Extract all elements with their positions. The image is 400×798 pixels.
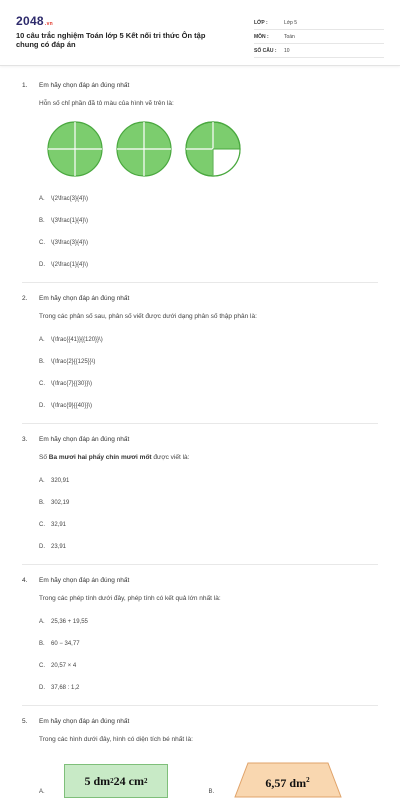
option-letter: B. bbox=[39, 359, 45, 365]
question-header bbox=[22, 716, 378, 726]
answer-options bbox=[39, 188, 378, 276]
option-letter: B. bbox=[208, 789, 215, 795]
option-b[interactable] bbox=[39, 492, 210, 514]
option-text: \(\frac{9}{{40}}\) bbox=[51, 403, 93, 409]
question-list bbox=[0, 66, 400, 798]
option-b[interactable] bbox=[39, 633, 210, 655]
divider bbox=[22, 423, 378, 424]
shape-options bbox=[39, 758, 378, 798]
logo-text: 2048 bbox=[16, 14, 44, 28]
meta-row-grade bbox=[254, 16, 384, 30]
option-letter: D. bbox=[39, 544, 45, 550]
option-a[interactable] bbox=[39, 611, 210, 633]
divider bbox=[22, 282, 378, 283]
fraction-circles bbox=[46, 120, 378, 180]
number-words: Ba mươi hai phẩy chín mươi mốt bbox=[48, 454, 152, 461]
option-c[interactable] bbox=[39, 373, 210, 395]
option-c[interactable] bbox=[39, 514, 210, 536]
option-text: \(2\frac{1}{4}\) bbox=[51, 262, 89, 268]
circle-partial bbox=[184, 120, 242, 178]
question-number: 3. bbox=[22, 435, 28, 443]
question-1 bbox=[22, 80, 378, 276]
option-text: 320,91 bbox=[51, 478, 70, 484]
option-a[interactable] bbox=[39, 470, 210, 492]
option-letter: B. bbox=[39, 218, 45, 224]
shape-label-2: 24 cm bbox=[113, 773, 144, 788]
option-letter: C. bbox=[39, 240, 45, 246]
option-letter: A. bbox=[39, 196, 45, 202]
option-b[interactable] bbox=[209, 758, 379, 798]
option-text: \(3\frac{1}{4}\) bbox=[51, 218, 89, 224]
question-text: Trong các phân số sau, phân số viết được dưới dạng phân số thập phân là: bbox=[39, 313, 257, 320]
meta-label: LỚP : bbox=[254, 19, 268, 26]
option-letter: D. bbox=[39, 262, 45, 268]
option-text: \(\frac{7}{{30}}\) bbox=[51, 381, 93, 387]
option-b[interactable] bbox=[39, 210, 210, 232]
option-text: \(\frac{{41}}{{120}}\) bbox=[51, 337, 103, 343]
option-letter: B. bbox=[39, 500, 45, 506]
divider bbox=[22, 705, 378, 706]
divider bbox=[22, 564, 378, 565]
meta-value: Lớp 5 bbox=[284, 19, 298, 26]
option-text: 23,91 bbox=[51, 544, 67, 550]
option-a[interactable] bbox=[39, 758, 209, 798]
option-d[interactable] bbox=[39, 677, 210, 699]
page-header bbox=[0, 0, 400, 66]
option-d[interactable] bbox=[39, 254, 210, 276]
shape-label-wrap: 6,57 $dm^2$ bbox=[265, 776, 310, 790]
option-text: 25,36 + 19,55 bbox=[51, 619, 88, 625]
meta-value: 10 bbox=[284, 47, 290, 54]
meta-row-count bbox=[254, 44, 384, 58]
option-letter: A. bbox=[39, 619, 45, 625]
question-prompt: Em hãy chọn đáp án đúng nhất bbox=[39, 294, 130, 302]
option-text: 37,68 : 1,2 bbox=[51, 685, 80, 691]
question-text: Hỗn số chỉ phần đã tô màu của hình vẽ trên là: bbox=[39, 100, 174, 107]
question-header bbox=[22, 434, 378, 444]
question-header bbox=[22, 293, 378, 303]
meta-row-subject bbox=[254, 30, 384, 44]
option-text: 20,57 × 4 bbox=[51, 663, 77, 669]
question-number: 2. bbox=[22, 294, 28, 302]
question-3 bbox=[22, 434, 378, 558]
option-letter: A. bbox=[39, 478, 45, 484]
option-letter: D. bbox=[39, 403, 45, 409]
option-letter: C. bbox=[39, 522, 45, 528]
shape-label: 6,57 dm bbox=[265, 776, 307, 790]
question-2 bbox=[22, 293, 378, 417]
question-prompt: Em hãy chọn đáp án đúng nhất bbox=[39, 81, 130, 89]
option-text: \(3\frac{3}{4}\) bbox=[51, 240, 89, 246]
option-d[interactable] bbox=[39, 395, 210, 417]
option-text: 60 − 34,77 bbox=[51, 641, 80, 647]
meta-value: Toán bbox=[284, 33, 295, 40]
option-a[interactable] bbox=[39, 329, 210, 351]
option-c[interactable] bbox=[39, 232, 210, 254]
meta-info bbox=[254, 16, 384, 58]
trapezoid-shape bbox=[234, 762, 342, 798]
circle-full-2 bbox=[115, 120, 173, 178]
question-4 bbox=[22, 575, 378, 699]
meta-label: MÔN : bbox=[254, 33, 269, 40]
shape-label: 5 dm bbox=[84, 773, 111, 788]
text-suffix: được viết là: bbox=[151, 454, 190, 461]
question-number: 1. bbox=[22, 81, 28, 89]
option-letter: C. bbox=[39, 663, 45, 669]
option-b[interactable] bbox=[39, 351, 210, 373]
logo-suffix: .vn bbox=[44, 21, 54, 27]
text-prefix: Số bbox=[39, 454, 49, 461]
option-d[interactable] bbox=[39, 536, 210, 558]
option-text: 32,91 bbox=[51, 522, 67, 528]
rectangle-shape: 5 dm 2 24 cm 2 bbox=[64, 764, 168, 798]
question-header bbox=[22, 575, 378, 585]
circle-full-1 bbox=[46, 120, 104, 178]
option-text: 302,19 bbox=[51, 500, 70, 506]
answer-options bbox=[39, 611, 378, 699]
question-text bbox=[39, 454, 378, 464]
question-prompt: Em hãy chọn đáp án đúng nhất bbox=[39, 717, 130, 725]
option-a[interactable] bbox=[39, 188, 210, 210]
option-c[interactable] bbox=[39, 655, 210, 677]
question-text: Trong các phép tính dưới đây, phép tính có kết quả lớn nhất là: bbox=[39, 595, 221, 602]
option-letter: A. bbox=[39, 337, 45, 343]
option-letter: D. bbox=[39, 685, 45, 691]
answer-options bbox=[39, 470, 378, 558]
question-prompt: Em hãy chọn đáp án đúng nhất bbox=[39, 576, 130, 584]
document-title: 10 câu trắc nghiệm Toán lớp 5 Kết nối tri thức Ôn tập chung có đáp án bbox=[16, 31, 206, 49]
option-letter: A. bbox=[39, 789, 45, 795]
answer-options bbox=[39, 329, 378, 417]
question-5 bbox=[22, 716, 378, 798]
option-letter: B. bbox=[39, 641, 45, 647]
option-text: \(\frac{2}{{125}}\) bbox=[51, 359, 96, 365]
question-number: 5. bbox=[22, 717, 28, 725]
question-header bbox=[22, 80, 378, 90]
option-letter: C. bbox=[39, 381, 45, 387]
question-number: 4. bbox=[22, 576, 28, 584]
meta-label: SỐ CÂU : bbox=[254, 47, 277, 54]
option-text: \(2\frac{3}{4}\) bbox=[51, 196, 89, 202]
question-text: Trong các hình dưới đây, hình có diện tích bé nhất là: bbox=[39, 736, 193, 743]
question-prompt: Em hãy chọn đáp án đúng nhất bbox=[39, 435, 130, 443]
